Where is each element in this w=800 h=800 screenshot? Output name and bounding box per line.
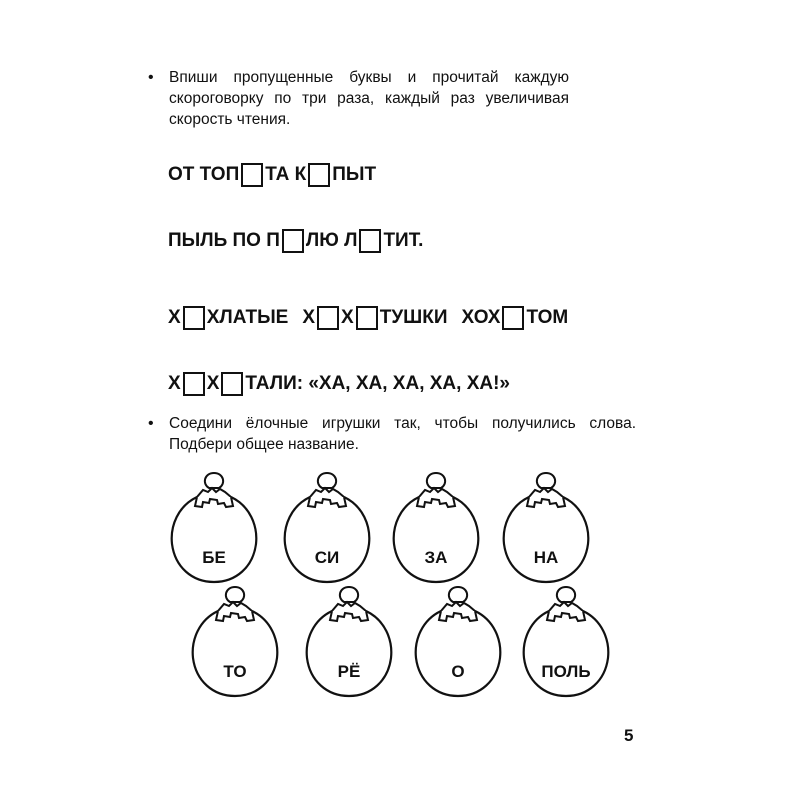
christmas-ornament[interactable] [299,584,399,704]
ornament-icon [386,470,486,590]
text-fragment: ХОХ [461,307,501,328]
ornament-icon [516,584,616,704]
letter-blank-box[interactable] [221,372,243,396]
letter-blank-box[interactable] [356,306,378,330]
bullet: • [148,69,154,86]
text-fragment: ТАЛИ: «ХА, ХА, ХА, ХА, ХА!» [245,373,510,394]
ornament-syllable: РЁ [337,662,361,681]
ornament-icon [299,584,399,704]
letter-blank-box[interactable] [241,163,263,187]
ornament-syllable: ЗА [424,548,448,567]
letter-blank-box[interactable] [308,163,330,187]
ornament-icon [164,470,264,590]
christmas-ornament[interactable] [408,584,508,704]
page-number: 5 [624,726,634,745]
letter-blank-box[interactable] [317,306,339,330]
ornament-icon [185,584,285,704]
tongue-twister-line-1 [168,162,376,188]
ornament-syllable: О [451,662,465,681]
text-fragment: ЛЮ Л [305,230,358,251]
christmas-ornament[interactable] [277,470,377,590]
bullet: • [148,415,154,432]
ornament-syllable: СИ [314,548,340,567]
ornament-syllable: НА [533,548,559,567]
text-fragment: ТОМ [526,307,569,328]
letter-blank-box[interactable] [502,306,524,330]
letter-blank-box[interactable] [282,229,304,253]
ornament-syllable: ПОЛЬ [541,662,591,681]
text-fragment: Х [302,307,316,328]
ornament-syllable: БЕ [202,548,226,567]
christmas-ornament[interactable] [386,470,486,590]
text-fragment: Х [168,307,181,328]
text-fragment: Х [168,373,181,394]
christmas-ornament[interactable] [185,584,285,704]
text-fragment: Х [206,373,220,394]
text-fragment: ПЫЛЬ ПО П [168,230,280,251]
tongue-twister-line-2 [168,228,423,254]
tongue-twister-line-4 [168,371,510,397]
letter-blank-box[interactable] [183,306,205,330]
instruction-text-2 [148,413,648,455]
text-fragment: ХЛАТЫЕ [206,307,289,328]
christmas-ornament[interactable] [164,470,264,590]
instruction-line: скороговорку по три раза, каждый раз увеличивая [169,90,569,107]
instruction-line: Подбери общее название. [169,436,359,453]
text-fragment: ТУШКИ [379,307,448,328]
text-fragment: ОТ ТОП [168,164,240,185]
ornament-icon [277,470,377,590]
ornament-icon [496,470,596,590]
ornament-icon [408,584,508,704]
text-fragment: ТА К [265,164,307,185]
text-fragment: Х [341,307,354,328]
ornament-syllable: ТО [223,662,247,681]
instruction-text-1 [148,67,648,130]
tongue-twister-line-3 [168,305,568,331]
christmas-ornament[interactable] [496,470,596,590]
christmas-ornament[interactable] [516,584,616,704]
letter-blank-box[interactable] [183,372,205,396]
instruction-line: Впиши пропущенные буквы и прочитай каждую [169,69,569,86]
text-fragment: ПЫТ [332,164,377,185]
text-fragment: ТИТ. [383,230,424,251]
instruction-line: скорость чтения. [169,111,291,128]
instruction-line: Соедини ёлочные игрушки так, чтобы получились слова. [169,415,636,432]
letter-blank-box[interactable] [359,229,381,253]
